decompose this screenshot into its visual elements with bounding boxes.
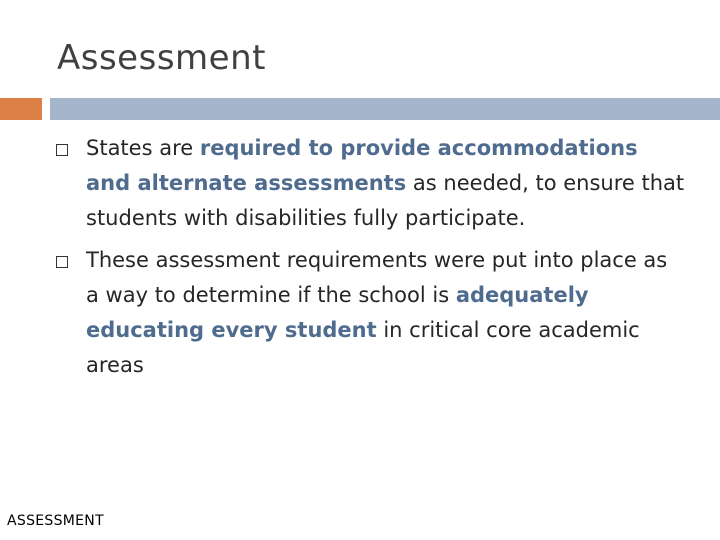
footer-label: ASSESSMENT [7, 513, 104, 529]
accent-bar-blue [50, 98, 720, 120]
square-bullet-icon [56, 256, 68, 268]
bullet-text: These assessment requirements were put into place as a way to determine if the school is [86, 248, 668, 307]
square-bullet-icon [56, 144, 68, 156]
list-item [56, 131, 686, 236]
bullet-text: as needed, to ensure that students with disabilities fully participate. [86, 171, 685, 230]
accent-bar-orange [0, 98, 42, 120]
list-item [56, 243, 686, 383]
bullet-text: States are [86, 136, 200, 160]
bullet-list [56, 131, 686, 390]
bullet-highlight: adequately educating every student [86, 283, 589, 342]
bullet-highlight: required to provide accommodations and alternate assessments [86, 136, 638, 195]
page-title: Assessment [57, 38, 266, 78]
bullet-text: in critical core academic areas [86, 318, 640, 377]
